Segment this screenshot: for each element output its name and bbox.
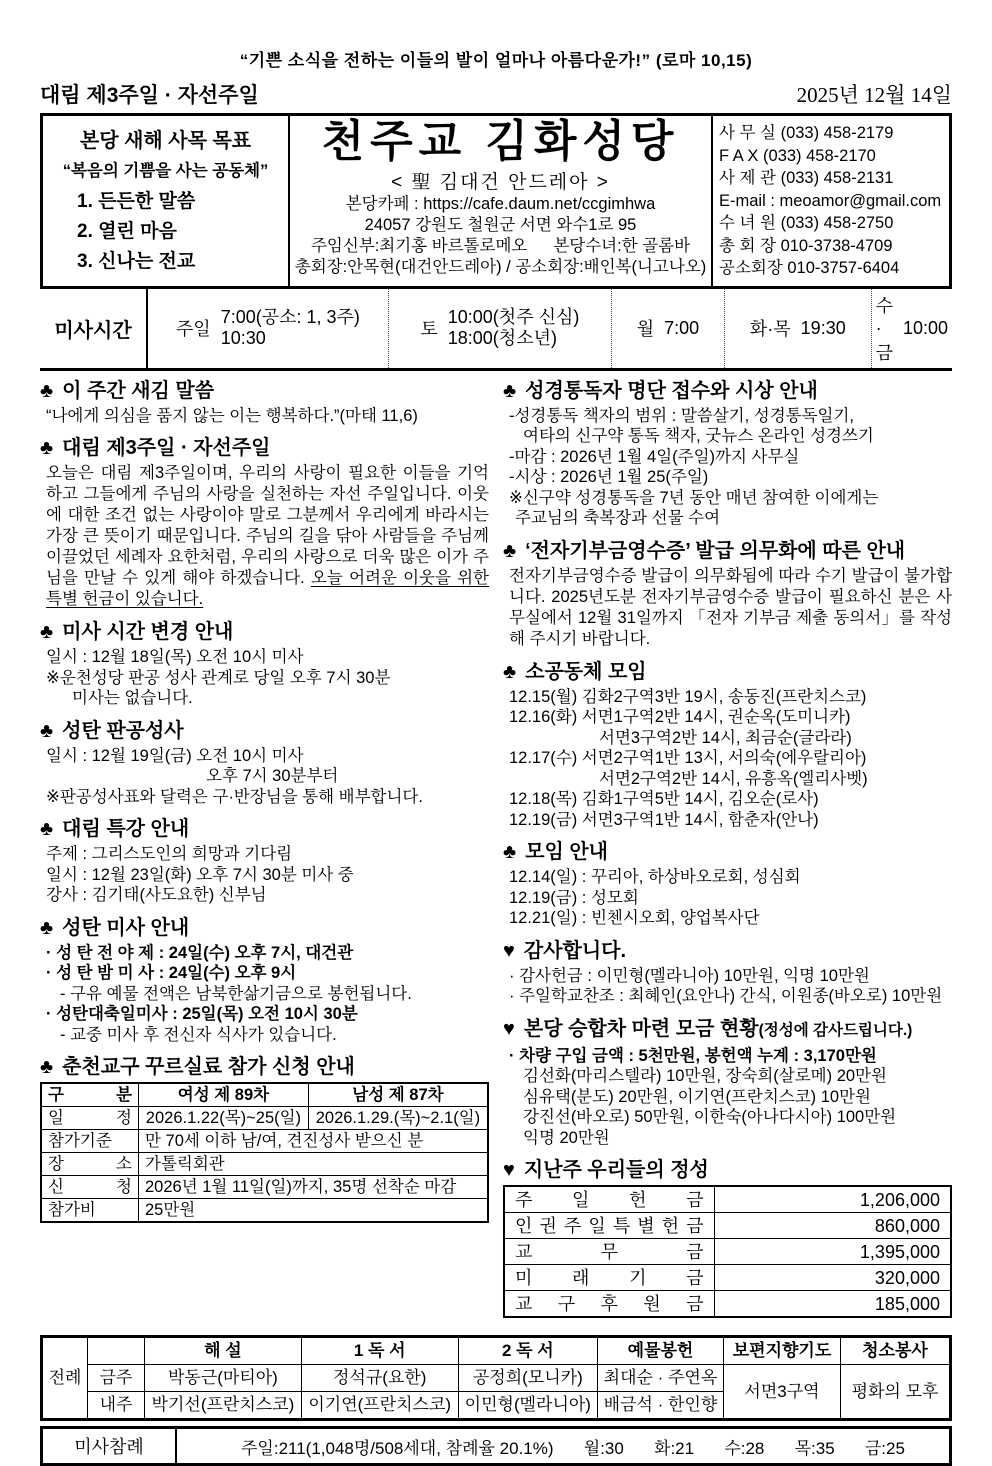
section-title (503, 1157, 952, 1183)
scripture-quote: “기쁜 소식을 전하는 이들의 발이 얼마나 아름다운가!” (로마 10,15) (239, 51, 753, 70)
row-label: 내주 (88, 1392, 145, 1420)
section-title (40, 718, 489, 744)
bulletin-body (40, 378, 952, 1328)
attendance-item: 목:35 (794, 1438, 835, 1458)
section-small-community (503, 659, 952, 831)
section-title-text: 대림 제3주일 · 자선주일 (62, 437, 271, 459)
section-line: 서면3구역2반 14시, 최금순(글라라) (599, 728, 852, 747)
section-line: · 성탄대축일미사 : 25일(목) 오전 10시 30분 (46, 1005, 358, 1023)
table-cell: 구 분 (41, 1083, 139, 1107)
column-header: 보편지향기도 (724, 1337, 841, 1365)
mass-times-label: 미사시간 (40, 289, 148, 368)
row-label: 금주 (88, 1365, 145, 1392)
mass-day: 월 (636, 319, 655, 339)
section-thanks (503, 938, 952, 1007)
mass-cell-sunday (148, 289, 389, 368)
section-last-week-offerings (503, 1157, 952, 1318)
section-christmas-mass (40, 915, 489, 1046)
section-line: - 구유 예물 전액은 남북한삶기금으로 봉헌됩니다. (60, 984, 412, 1003)
patron-saint: < 聖 김대건 안드레아 > (391, 172, 610, 193)
column-header: 예물봉헌 (598, 1337, 724, 1365)
section-line: 일시 : 12월 23일(화) 오후 7시 30분 미사 중 (46, 865, 354, 884)
section-line: - 교중 미사 후 전신자 식사가 있습니다. (60, 1025, 337, 1044)
contact-email: E-mail : meoamor@gmail.com (719, 191, 942, 210)
mass-cell-saturday (389, 289, 612, 368)
section-line: 12.15(월) 김화2구역3반 19시, 송동진(프란치스코) (509, 687, 867, 706)
table-row (42, 1365, 951, 1392)
club-icon: ♣ (503, 660, 517, 683)
offering-label: 교 구 후 원 금 (504, 1291, 714, 1318)
mass-time: 18:00(청소년) (447, 328, 557, 348)
section-line: 미사는 없습니다. (72, 689, 193, 707)
clergy-line (294, 236, 707, 257)
mass-day: 수·금 (875, 295, 893, 363)
column-header: 1 독 서 (301, 1337, 458, 1365)
mass-cell-tue-thu (725, 289, 872, 368)
table-cell: 서면3구역 (724, 1365, 841, 1420)
goal-item: 2. 열린 마음 (77, 221, 177, 242)
mass-time-lines (448, 307, 580, 349)
table-cell: 참가기준 (41, 1130, 139, 1153)
club-icon: ♣ (40, 916, 54, 939)
section-line: 오후 7시 30분부터 (206, 767, 339, 785)
offering-amount: 860,000 (714, 1213, 951, 1239)
section-line: ※판공성사표와 달력은 구·반장님을 통해 배부합니다. (46, 787, 423, 806)
club-icon: ♣ (503, 539, 517, 562)
table-cell: 2026.1.22(목)~25(일) (139, 1107, 309, 1130)
table-row (504, 1265, 951, 1291)
section-line: 12.17(수) 서면2구역1반 13시, 서의숙(에우랄리아) (509, 749, 867, 767)
attendance-item: 주일:211(1,048명/508세대, 참례율 20.1%) (241, 1438, 554, 1458)
section-title (503, 378, 952, 404)
offering-amount: 1,395,000 (714, 1239, 951, 1265)
table-cell: 일 정 (41, 1107, 139, 1130)
section-title-text: 지난주 우리들의 정성 (523, 1159, 709, 1181)
section-line: · 성 탄 전 야 제 : 24일(수) 오후 7시, 대건관 (46, 943, 354, 962)
mass-times-bar (40, 289, 952, 371)
table-row (42, 1337, 951, 1365)
section-title (503, 538, 952, 564)
table-row (41, 1107, 488, 1130)
section-title-text: 춘천교구 꾸르실료 참가 신청 안내 (62, 1056, 355, 1078)
table-row (41, 1130, 488, 1153)
section-line: 주제 : 그리스도인의 희망과 기다림 (46, 845, 293, 863)
section-line: -시상 : 2026년 1월 25(주일) (509, 468, 709, 486)
goal-item: 1. 든든한 말씀 (77, 191, 196, 212)
section-line: 12.14(일) : 꾸리아, 하상바오로회, 성심회 (509, 868, 801, 886)
left-column (40, 378, 489, 1328)
mass-time-lines (221, 307, 360, 349)
section-line: 12.16(화) 서면1구역2반 14시, 권순옥(도미니카) (509, 708, 851, 726)
table-row (504, 1186, 951, 1213)
mass-attendance-bar (40, 1426, 952, 1466)
attendance-label: 미사참례 (43, 1429, 177, 1463)
section-title (40, 816, 489, 842)
section-line: 일시 : 12월 19일(금) 오전 10시 미사 (46, 746, 304, 765)
section-paragraph (40, 463, 489, 610)
section-line: 서면2구역2반 14시, 유흥옥(엘리사벳) (599, 769, 868, 788)
table-cell: 박동근(마티아) (145, 1365, 302, 1392)
table-cell: 최대순 · 주연옥 (598, 1365, 724, 1392)
section-line: 12.21(일) : 빈첸시오회, 양업복사단 (509, 909, 760, 927)
section-line: 김선화(마리스텔라) 10만원, 장숙희(살로메) 20만원 (523, 1067, 887, 1085)
section-line: · 주일학교찬조 : 최혜인(요안나) 간식, 이원종(바오로) 10만원 (509, 987, 943, 1005)
club-icon: ♣ (40, 818, 54, 840)
table-cell: 장 소 (41, 1153, 139, 1176)
section-title-text: 본당 승합차 마련 모금 현황 (523, 1017, 759, 1040)
club-icon: ♣ (40, 437, 54, 459)
section-cursillo (40, 1054, 489, 1223)
section-van-fund (503, 1016, 952, 1149)
club-icon: ♣ (40, 621, 54, 643)
attendance-item: 월:30 (583, 1438, 624, 1458)
section-title (40, 378, 489, 404)
mass-time: 7:00 (664, 317, 700, 338)
table-cell: 공정희(모니카) (458, 1365, 597, 1392)
section-title-text: 감사합니다. (523, 939, 627, 962)
mass-day: 화·목 (749, 319, 791, 339)
section-christmas-confession (40, 718, 489, 808)
table-cell: 정석규(요한) (301, 1365, 458, 1392)
table-cell: 만 70세 이하 남/여, 견진성사 받으신 분 (139, 1130, 489, 1153)
heart-icon: ♥ (503, 939, 515, 962)
mass-time: 10:30 (220, 328, 266, 348)
club-icon: ♣ (40, 379, 54, 402)
goals-subtitle: “복음의 기쁨을 사는 공동체” (62, 162, 269, 180)
section-title (503, 938, 952, 964)
table-cell: 남성 제 87차 (308, 1083, 488, 1107)
section-title (503, 659, 952, 685)
mass-cell-wed-fri (872, 289, 952, 368)
section-title-suffix: (정성에 감사드립니다.) (758, 1021, 913, 1039)
offering-label: 미 래 기 금 (504, 1265, 714, 1291)
mass-time: 10:00 (902, 317, 948, 338)
table-cell: 2026년 1월 11일(일)까지, 35명 선착순 마감 (139, 1176, 489, 1199)
section-advent-charity (40, 435, 489, 610)
section-line: 12.19(금) : 성모회 (509, 888, 639, 907)
column-header: 청소봉사 (841, 1337, 951, 1365)
contact-rectory: 사 제 관 (033) 458-2131 (719, 169, 894, 187)
highlighted-sentence: 오늘 어려운 이웃을 위한 특별 헌금이 있습니다. (46, 569, 489, 608)
attendance-item: 금:25 (864, 1438, 905, 1458)
column-header: 2 독 서 (458, 1337, 597, 1365)
section-title (40, 435, 489, 461)
attendance-values (177, 1429, 949, 1463)
table-row (504, 1239, 951, 1265)
table-cell: 가톨릭회관 (139, 1153, 489, 1176)
contact-mission-president: 공소회장 010-3757-6404 (719, 259, 900, 277)
church-identity (290, 116, 711, 286)
offering-label: 주 일 헌 금 (504, 1186, 714, 1213)
section-title (503, 1016, 952, 1044)
church-address: 24057 강원도 철원군 서면 와수1로 95 (364, 216, 637, 234)
section-title (503, 839, 952, 865)
offering-table (503, 1185, 952, 1318)
section-line: 12.18(목) 김화1구역5반 14시, 김오순(로사) (509, 790, 819, 808)
offering-label: 교 무 금 (504, 1239, 714, 1265)
offering-amount: 320,000 (714, 1265, 951, 1291)
section-line: -성경통독 책자의 범위 : 말씀살기, 성경통독일기, (509, 406, 855, 425)
contact-office: 사 무 실 (033) 458-2179 (719, 124, 894, 142)
section-title-text: 성탄 미사 안내 (62, 916, 190, 939)
section-line: 주교님의 축복장과 선물 수여 (515, 509, 721, 527)
section-line: 일시 : 12월 18일(목) 오전 10시 미사 (46, 648, 304, 666)
club-icon: ♣ (40, 719, 54, 742)
section-line: · 감사헌금 : 이민형(멜라니아) 10만원, 익명 10만원 (509, 966, 870, 985)
table-row (41, 1083, 488, 1107)
section-title-text: 미사 시간 변경 안내 (62, 621, 234, 643)
section-title-text: 소공동체 모임 (525, 660, 647, 683)
table-cell: 이민형(멜라니아) (458, 1392, 597, 1420)
table-cell: 배금석 · 한인향 (598, 1392, 724, 1420)
section-line: 여타의 신구약 통독 책자, 굿뉴스 온라인 성경쓰기 (523, 427, 874, 445)
attendance-item: 수:28 (724, 1438, 765, 1458)
pastoral-goals (43, 116, 290, 286)
offering-label: 인 권 주 일 특 별 헌 금 (504, 1213, 714, 1239)
section-title-text: 모임 안내 (525, 841, 608, 863)
section-line: 강사 : 김기태(사도요한) 신부님 (46, 886, 267, 904)
contact-president: 총 회 장 010-3738-4709 (719, 236, 893, 255)
sister-name: 본당수녀:한 골롬바 (553, 237, 691, 255)
section-mass-time-change (40, 619, 489, 709)
week-title: 대림 제3주일 · 자선주일 (40, 84, 259, 107)
section-line: 익명 20만원 (523, 1128, 610, 1147)
mass-day: 토 (420, 319, 438, 339)
cursillo-table (40, 1082, 489, 1223)
section-title-text: 이 주간 새김 말씀 (62, 379, 215, 402)
table-cell: 25만원 (139, 1199, 489, 1223)
lay-leaders: 총회장:안목현(대건안드레아) / 공소회장:배인복(니고나오) (294, 258, 707, 276)
section-line: · 차량 구입 금액 : 5천만원, 봉헌액 누계 : 3,170만원 (509, 1046, 877, 1065)
table-cell: 평화의 모후 (841, 1365, 951, 1420)
section-title (40, 915, 489, 941)
paragraph-text: 오늘은 대림 제3주일이며, 우리의 사랑이 필요한 이들을 기억하고 그들에게 주님의 사랑을 실천하는 자선 주일입니다. 이웃에 대한 조건 없는 사랑이야 말로 그분께서 우리에게 바라시는 가장 큰 뜻이기 때문입니다. 주님의 길을 닦아 사람들을 주님께 이끌었던 세례자 요한처럼, 우리의 사랑으로 더욱 많은 이가 주님을 만날 수 있게 해야 하겠습니다. (46, 464, 489, 587)
table-row (504, 1291, 951, 1318)
section-line: -마감 : 2026년 1월 4일(주일)까지 사무실 (509, 447, 800, 466)
table-row (504, 1213, 951, 1239)
mass-day: 주일 (175, 319, 211, 339)
club-icon: ♣ (503, 841, 517, 863)
liturgy-corner-label: 전례 (42, 1337, 88, 1420)
title-row (40, 79, 952, 109)
mass-time: 10:00(첫주 신심) (447, 307, 580, 327)
pastor-name: 주임신부:최기홍 바르톨로메오 (310, 237, 528, 255)
table-row (41, 1153, 488, 1176)
section-advent-lecture (40, 816, 489, 906)
empty-cell (88, 1337, 145, 1365)
section-line: ※운천성당 판공 성사 관계로 당일 오후 7시 30분 (46, 668, 391, 687)
column-header: 해 설 (145, 1337, 302, 1365)
section-title-text: 대림 특강 안내 (62, 818, 190, 840)
heart-icon: ♥ (503, 1017, 515, 1040)
section-line: “나에게 의심을 품지 않는 이는 행복하다.”(마태 11,6) (46, 406, 418, 425)
table-cell: 2026.1.29.(목)~2.1(일) (308, 1107, 488, 1130)
right-column (503, 378, 952, 1328)
contact-fax: F A X (033) 458-2170 (719, 146, 876, 165)
section-line: 12.19(금) 서면3구역1반 14시, 함춘자(안나) (509, 810, 819, 829)
church-name: 천주교 김화성당 (321, 117, 680, 166)
section-weekly-saying (40, 378, 489, 427)
heart-icon: ♥ (503, 1159, 515, 1181)
section-e-donation-receipt (503, 538, 952, 650)
goals-title: 본당 새해 사목 목표 (79, 130, 252, 152)
mass-cell-monday (612, 289, 725, 368)
contact-convent: 수 녀 원 (033) 458-2750 (719, 214, 894, 232)
goal-item: 3. 신나는 전교 (77, 251, 196, 272)
offering-amount: 185,000 (714, 1291, 951, 1318)
offering-amount: 1,206,000 (714, 1186, 951, 1213)
section-meetings (503, 839, 952, 929)
mass-time: 19:30 (800, 317, 846, 338)
section-bible-reading-award (503, 378, 952, 529)
section-title (40, 619, 489, 645)
club-icon: ♣ (40, 1056, 54, 1078)
section-line: 강진선(바오로) 50만원, 이한숙(아나다시아) 100만원 (523, 1108, 897, 1126)
section-title (40, 1054, 489, 1080)
attendance-item: 화:21 (654, 1438, 695, 1458)
table-cell: 참가비 (41, 1199, 139, 1223)
liturgy-roster-table (40, 1335, 952, 1421)
contact-list (711, 116, 949, 286)
masthead (40, 113, 952, 289)
section-title-text: 성경통독자 명단 접수와 시상 안내 (525, 379, 818, 402)
section-title-text: ‘전자기부금영수증’ 발급 의무화에 따른 안내 (525, 539, 906, 562)
section-line: · 성 탄 밤 미 사 : 24일(수) 오후 9시 (46, 964, 297, 982)
church-cafe-url: 본당카페 : https://cafe.daum.net/ccgimhwa (345, 195, 656, 213)
mass-time: 7:00(공소: 1, 3주) (220, 307, 360, 327)
table-row (41, 1199, 488, 1223)
table-cell: 이기연(프란치스코) (301, 1392, 458, 1420)
club-icon: ♣ (503, 379, 517, 402)
section-line: 심유택(분도) 20만원, 이기연(프란치스코) 10만원 (523, 1087, 871, 1106)
table-cell: 신 청 (41, 1176, 139, 1199)
table-cell: 박기선(프란치스코) (145, 1392, 302, 1420)
table-row (41, 1176, 488, 1199)
section-title-text: 성탄 판공성사 (62, 719, 184, 742)
section-line: ※신구약 성경통독을 7년 동안 매년 참여한 이에게는 (509, 488, 879, 507)
bulletin-date: 2025년 12월 14일 (796, 83, 952, 107)
table-cell: 여성 제 89차 (139, 1083, 309, 1107)
section-paragraph: 전자기부금영수증 발급이 의무화됨에 따라 수기 발급이 불가합니다. 2025년도분 전자기부금영수증 발급이 필요하신 분은 사무실에서 12월 31일까지 「전자 기부금 제출 동의서」를 작성해 주시기 바랍니다. (509, 566, 952, 648)
